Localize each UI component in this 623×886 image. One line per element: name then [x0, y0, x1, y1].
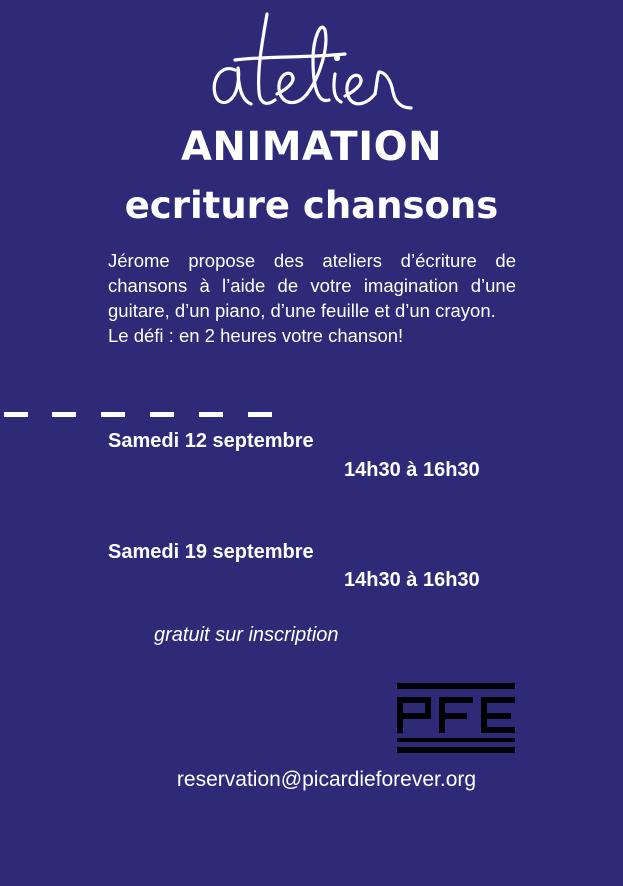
free-registration-note: gratuit sur inscription: [154, 624, 339, 646]
title-animation: ANIMATION: [180, 124, 443, 170]
divider-dash: [150, 412, 174, 417]
description-block: [108, 248, 516, 348]
pfe-logo-icon: [397, 683, 517, 753]
divider-dash: [101, 412, 125, 417]
dashed-divider: [0, 412, 280, 418]
session-date: Samedi 19 septembre: [108, 541, 314, 563]
session-date: Samedi 12 septembre: [108, 430, 314, 452]
subtitle-ecriture-chansons: ecriture chansons: [124, 184, 499, 227]
description-paragraph: Jérome propose des ateliers d’écriture de chansons à l’aide de votre imagination d’une guitare, d’un piano, d’une feuille et d’un crayon.: [108, 250, 516, 321]
atelier-script-logo: [205, 8, 420, 118]
divider-dash: [52, 412, 76, 417]
divider-dash: [199, 412, 223, 417]
divider-dash: [248, 412, 272, 417]
session-time: 14h30 à 16h30: [344, 569, 480, 591]
challenge-text: Le défi : en 2 heures votre chanson!: [108, 325, 404, 346]
reservation-email[interactable]: reservation@picardieforever.org: [176, 768, 477, 791]
divider-dash: [4, 412, 28, 417]
session-time: 14h30 à 16h30: [344, 459, 480, 481]
